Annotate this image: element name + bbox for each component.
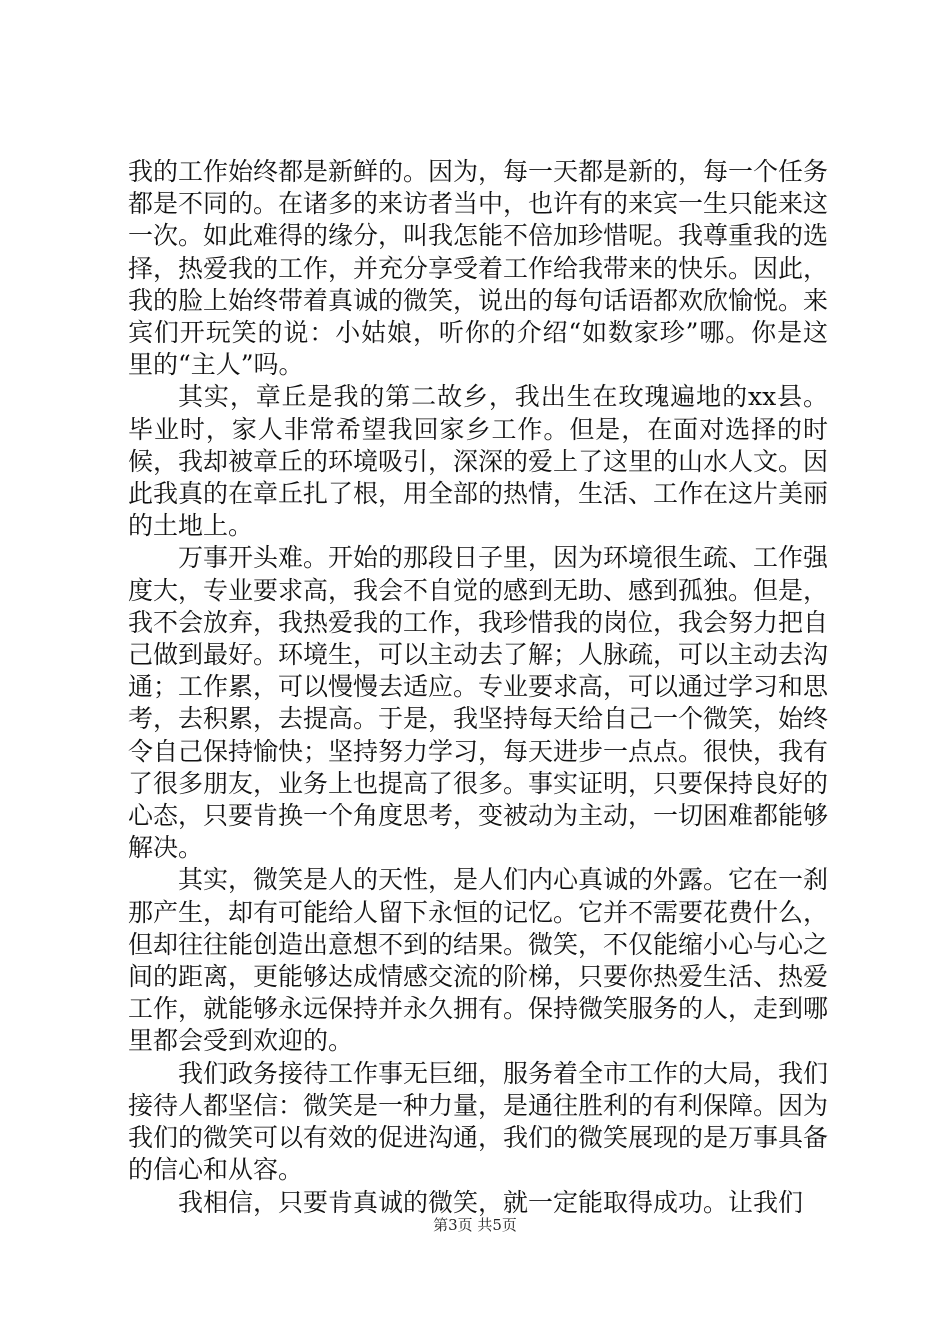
paragraph-4: 其实，微笑是人的天性，是人们内心真诚的外露。它在一刹那产生，却有可能给人留下永恒的记忆。它并不需要花费什么，但却往往能创造出意想不到的结果。微笑，不仅能缩小心与心之间的距离，更能够达成情感交流的阶梯，只要你热爱生活、热爱工作，就能够永远保持并永久拥有。保持微笑服务的人，走到哪里都会受到欢迎的。 [128,865,829,1056]
paragraph-6: 我相信，只要肯真诚的微笑，就一定能取得成功。让我们 [178,1187,804,1217]
paragraph-1: 我的工作始终都是新鲜的。因为，每一天都是新的，每一个任务都是不同的。在诸多的来访者当中，也许有的来宾一生只能来这一次。如此难得的缘分，叫我怎能不倍加珍惜呢。我尊重我的选择，热爱我的工作，并充分享受着工作给我带来的快乐。因此，我的脸上始终带着真诚的微笑，说出的每句话语都欢欣愉悦。来宾们开玩笑的说：小姑娘，听你的介绍“如数家珍”哪。你是这里的“主人”吗。 [128,157,829,380]
paragraph-5: 我们政务接待工作事无巨细，服务着全市工作的大局，我们接待人都坚信：微笑是一种力量，是通往胜利的有利保障。因为我们的微笑可以有效的促进沟通，我们的微笑展现的是万事具备的信心和从容。 [128,1058,829,1185]
page-footer [0,1216,950,1234]
page-number-label: 第3页 共5页 [433,1216,517,1234]
paragraph-3: 万事开头难。开始的那段日子里，因为环境很生疏、工作强度大，专业要求高，我会不自觉的感到无助、感到孤独。但是，我不会放弃，我热爱我的工作，我珍惜我的岗位，我会努力把自己做到最好。环境生，可以主动去了解；人脉疏，可以主动去沟通；工作累，可以慢慢去适应。专业要求高，可以通过学习和思考，去积累，去提高。于是，我坚持每天给自己一个微笑，始终令自己保持愉快；坚持努力学习，每天进步一点点。很快，我有了很多朋友，业务上也提高了很多。事实证明，只要保持良好的心态，只要肯换一个角度思考，变被动为主动，一切困难都能够解决。 [128,543,829,863]
document-body [128,156,828,1219]
paragraph-2: 其实，章丘是我的第二故乡，我出生在玫瑰遍地的xx县。毕业时，家人非常希望我回家乡工作。但是，在面对选择的时候，我却被章丘的环境吸引，深深的爱上了这里的山水人文。因此我真的在章丘扎了根，用全部的热情，生活、工作在这片美丽的土地上。 [128,382,829,541]
